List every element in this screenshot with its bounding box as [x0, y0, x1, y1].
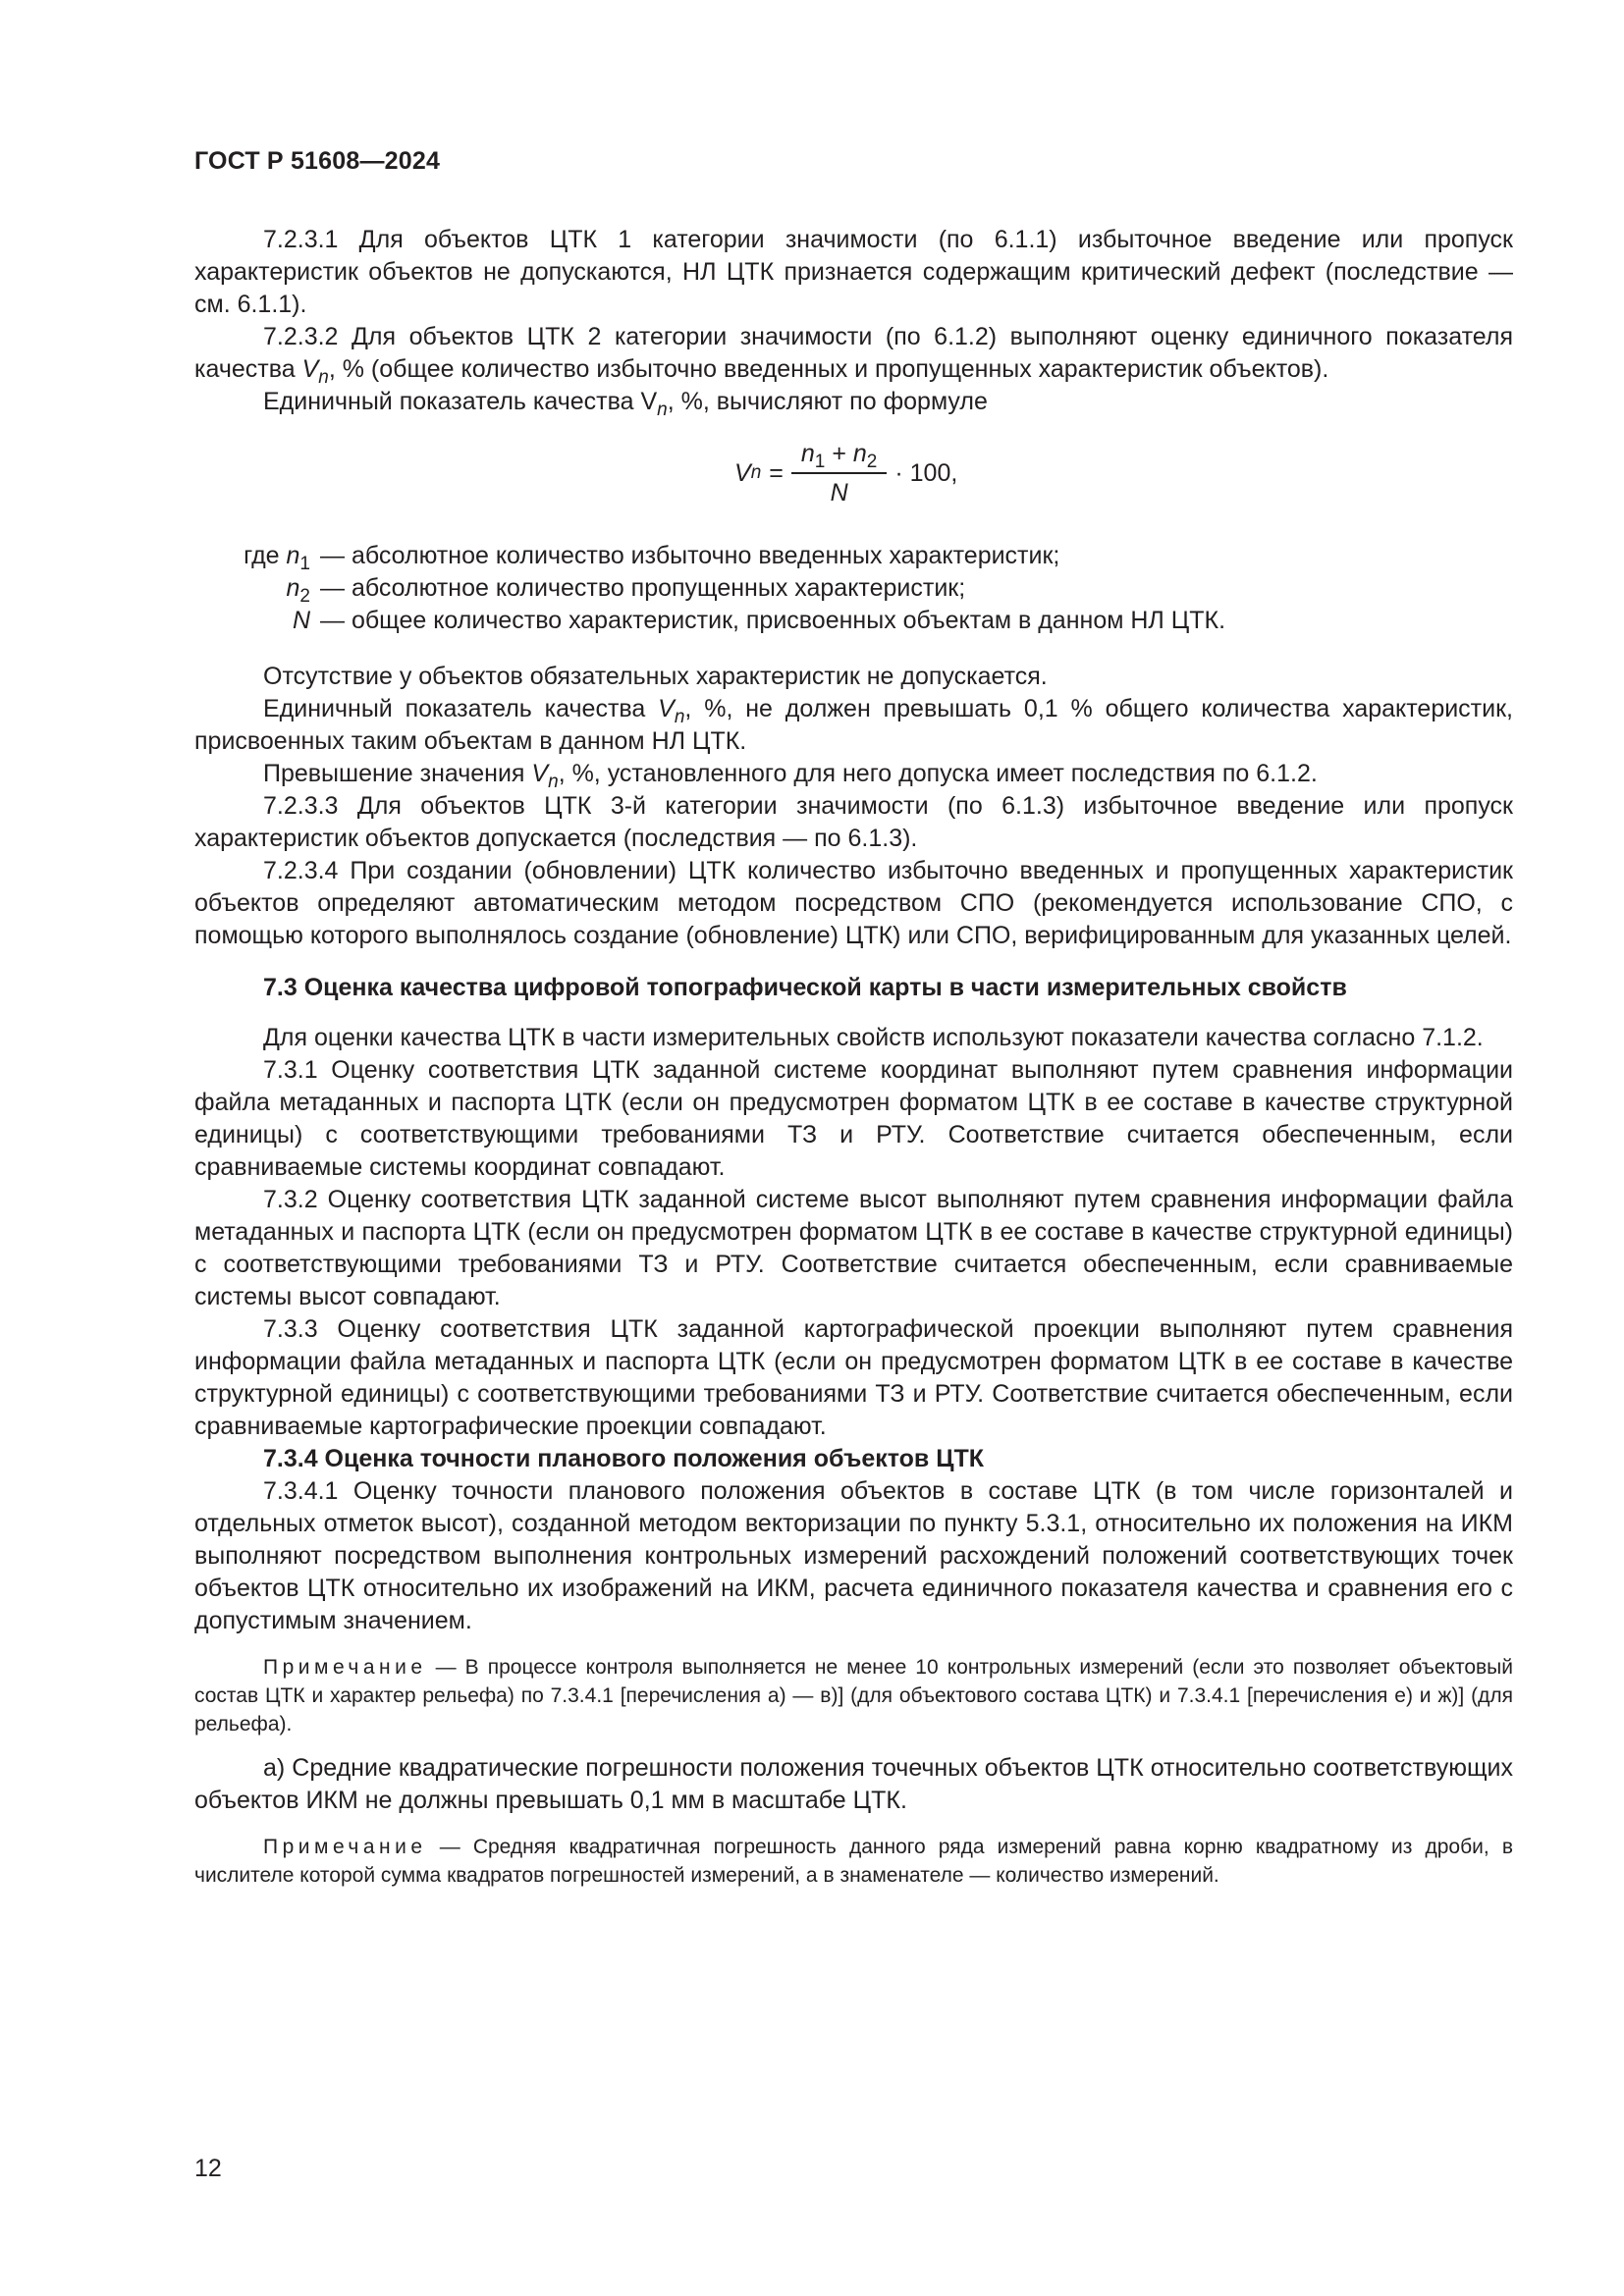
definition-text: — абсолютное количество избыточно введенных характеристик;: [320, 542, 1060, 569]
list-item-a: а) Средние квадратические погрешности положения точечных объектов ЦТК относительно соответствующих объектов ИКМ не должны превышать 0,1 мм в масштабе ЦТК.: [194, 1754, 1513, 1814]
symbol-n2: n: [286, 574, 300, 602]
note-2: [194, 1833, 1513, 1890]
symbol-n1-sub: 1: [299, 554, 310, 574]
formula-denominator: [831, 474, 848, 507]
subscript: n: [548, 772, 559, 792]
formula: V n = $\frac{n_1 + n_2}{N}$ · 100,: [734, 440, 958, 507]
text-segment: Превышение значения: [263, 760, 532, 787]
paragraph-mandatory-characteristics: Отсутствие у объектов обязательных характеристик не допускается.: [263, 663, 1048, 690]
definition-symbol: [194, 605, 320, 637]
definition-text: — абсолютное количество пропущенных характеристик;: [320, 574, 966, 602]
formula-equals: =: [769, 458, 784, 487]
symbol-v: V: [658, 695, 675, 722]
clause-7-3-1: 7.3.1 Оценку соответствия ЦТК заданной системе координат выполняют путем сравнения информации файла метаданных и паспорта ЦТК (если он предусмотрен форматом ЦТК в ее составе в качестве структурной единицы) с соответствующими требованиями ТЗ и РТУ. Соответствие считается обеспеченным, если сравниваемые системы координат совпадают.: [194, 1056, 1513, 1181]
symbol-N: N: [292, 607, 310, 634]
numerator-n2-sub: 2: [866, 452, 878, 472]
numerator-n1-sub: 1: [814, 452, 826, 472]
paragraph-7-3-intro: Для оценки качества ЦТК в части измерительных свойств используют показатели качества согласно 7.1.2.: [263, 1024, 1484, 1051]
text-segment: Единичный показатель качества: [263, 695, 659, 722]
note-label: Примечание: [263, 1836, 427, 1858]
definition-prefix: где: [244, 542, 287, 569]
text-segment: 7.2.3.2 Для объектов ЦТК 2 категории значимости (по 6.1.2) выполняют оценку единичного показателя качества: [194, 323, 1513, 383]
spacer: [194, 637, 1513, 661]
paragraph-vn-limit: [194, 693, 1513, 758]
formula-numerator: [791, 439, 887, 474]
definition-symbol: [194, 572, 320, 605]
clause-7-2-3-4: 7.2.3.4 При создании (обновлении) ЦТК количество избыточно введенных и пропущенных характеристик объектов определяют автоматическим методом посредством СПО (рекомендуется использование СПО, с помощью которого выполнялось создание (обновление) ЦТК) или СПО, верифицированным для указанных целей.: [194, 857, 1513, 949]
note-text: — Средняя квадратичная погрешность данного ряда измерений равна корню квадратному из дроби, в числителе которой сумма квадратов погрешностей измерений, а в знаменателе — количество измерений.: [194, 1836, 1513, 1887]
clause-7-2-3-3: 7.2.3.3 Для объектов ЦТК 3-й категории значимости (по 6.1.3) избыточное введение или пропуск характеристик объектов допускается (последствия — по 6.1.3).: [194, 792, 1513, 852]
symbol-v: V: [301, 355, 319, 383]
numerator-n2: n: [852, 440, 867, 467]
definition-row: [194, 572, 1513, 605]
clause-7-3-2: 7.3.2 Оценку соответствия ЦТК заданной системе высот выполняют путем сравнения информации файла метаданных и паспорта ЦТК (если он предусмотрен форматом ЦТК в ее составе в качестве структурной единицы) с соответствующими требованиями ТЗ и РТУ. Соответствие считается обеспеченным, если сравниваемые системы высот совпадают.: [194, 1186, 1513, 1310]
note-text: — В процессе контроля выполняется не менее 10 контрольных измерений (если это позволяет объектовый состав ЦТК и характер рельефа) по 7.3.4.1 [перечисления а) — в)] (для объектового состава ЦТК) и 7.3.4.1 [перечисления е) и ж)] (для рельефа).: [194, 1656, 1513, 1735]
clause-7-2-3-2: [194, 321, 1513, 386]
section-heading-7-3-4: 7.3.4 Оценка точности планового положения объектов ЦТК: [263, 1445, 985, 1472]
symbol-n2-sub: 2: [299, 586, 310, 607]
page-number: 12: [194, 2155, 222, 2182]
formula-fraction: [791, 439, 887, 507]
clause-7-2-3-1: 7.2.3.1 Для объектов ЦТК 1 категории значимости (по 6.1.1) избыточное введение или пропуск характеристик объектов не допускаются, НЛ ЦТК признается содержащим критический дефект (последствие — см. 6.1.1).: [194, 226, 1513, 318]
section-heading-7-3: 7.3 Оценка качества цифровой топографической карты в части измерительных свойств: [263, 974, 1347, 1001]
subscript: n: [674, 707, 685, 727]
text-segment: , %, вычисляют по формуле: [667, 388, 988, 415]
document-body: [194, 224, 1513, 1903]
symbol-n1: n: [286, 542, 300, 569]
definition-text: — общее количество характеристик, присвоенных объектам в данном НЛ ЦТК.: [320, 607, 1226, 634]
note-1: [194, 1653, 1513, 1738]
text-segment: Единичный показатель качества V: [263, 388, 658, 415]
text-segment: , %, установленного для него допуска имеет последствия по 6.1.2.: [558, 760, 1318, 787]
definition-row: [194, 540, 1513, 572]
denominator-n: N: [830, 479, 848, 507]
symbol-v: V: [531, 760, 549, 787]
paragraph-vn-exceed: [194, 758, 1513, 790]
definition-symbol: [194, 540, 320, 572]
formula-tail: · 100,: [894, 458, 958, 487]
definition-row: [194, 605, 1513, 637]
text-segment: , %, не должен превышать 0,1 % общего количества характеристик, присвоенных таким объектам в данном НЛ ЦТК.: [194, 695, 1513, 755]
document-header: ГОСТ Р 51608—2024: [194, 147, 441, 175]
note-label: Примечание: [263, 1656, 427, 1679]
formula-intro: [194, 386, 1513, 418]
clause-7-3-3: 7.3.3 Оценку соответствия ЦТК заданной картографической проекции выполняют путем сравнения информации файла метаданных и паспорта ЦТК (если он предусмотрен форматом ЦТК в ее составе в качестве структурной единицы) с соответствующими требованиями ТЗ и РТУ. Соответствие считается обеспеченным, если сравниваемые картографические проекции совпадают.: [194, 1315, 1513, 1440]
subscript: n: [318, 367, 329, 388]
numerator-n1: n: [800, 440, 815, 467]
formula-lhs: V: [734, 458, 751, 487]
clause-7-3-4-1: 7.3.4.1 Оценку точности планового положения объектов в составе ЦТК (в том числе горизонталей и отдельных отметок высот), созданной методом векторизации по пункту 5.3.1, относительно их положения на ИКМ выполняют посредством выполнения контрольных измерений расхождений положений соответствующих точек объектов ЦТК относительно их изображений на ИКМ, расчета единичного показателя качества и сравнения его с допустимым значением.: [194, 1477, 1513, 1634]
formula-block: [194, 430, 1513, 520]
subscript: n: [657, 400, 668, 420]
definitions-list: [194, 540, 1513, 637]
text-segment: , % (общее количество избыточно введенных и пропущенных характеристик объектов).: [328, 355, 1329, 383]
numerator-plus: +: [832, 440, 846, 467]
